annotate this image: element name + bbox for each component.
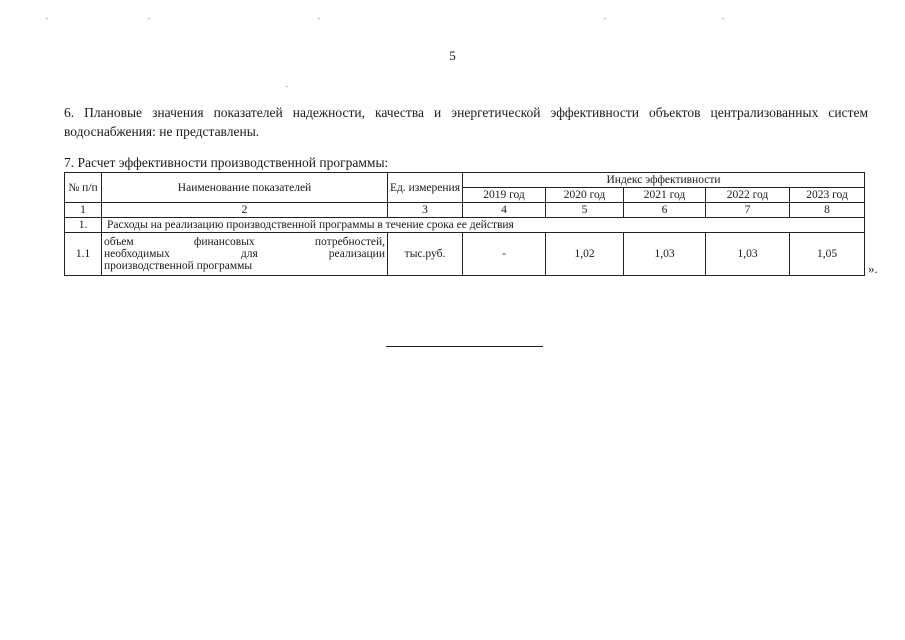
column-number: 3: [388, 203, 463, 218]
row-value: 1,02: [546, 233, 624, 276]
efficiency-table: [64, 172, 865, 276]
column-number: 2: [102, 203, 388, 218]
separator-line: [386, 346, 543, 347]
scan-speck: [286, 86, 288, 87]
header-row-1: [65, 173, 865, 188]
scan-speck: [318, 18, 320, 19]
header-name: Наименование показателей: [102, 173, 388, 203]
table-row: [65, 233, 865, 276]
header-year: 2019 год: [463, 188, 546, 203]
section-7-title: 7. Расчет эффективности производственной программы:: [64, 155, 389, 170]
header-year: 2020 год: [546, 188, 624, 203]
column-number-row: [65, 203, 865, 218]
header-unit: Ед. измерения: [388, 173, 463, 203]
section-row-num: 1.: [65, 218, 102, 233]
row-name: [102, 233, 388, 276]
section-row: [65, 218, 865, 233]
scan-speck: [46, 18, 48, 19]
header-year: 2021 год: [624, 188, 706, 203]
row-name-line: необходимых для реализации: [104, 248, 385, 260]
scan-speck: [148, 18, 150, 19]
closing-quote-mark: ».: [868, 261, 878, 276]
column-number: 1: [65, 203, 102, 218]
page-number: 5: [449, 48, 456, 63]
column-number: 6: [624, 203, 706, 218]
row-value: 1,03: [706, 233, 790, 276]
column-number: 8: [790, 203, 865, 218]
row-value: -: [463, 233, 546, 276]
row-value: 1,05: [790, 233, 865, 276]
column-number: 4: [463, 203, 546, 218]
section-6-paragraph: 6. Плановые значения показателей надежности, качества и энергетической эффективности объектов централизованных систем водоснабжения: не представлены.: [64, 105, 868, 139]
header-num: № п/п: [65, 173, 102, 203]
scan-speck: [604, 18, 606, 19]
header-year: 2023 год: [790, 188, 865, 203]
row-value: 1,03: [624, 233, 706, 276]
row-unit: тыс.руб.: [388, 233, 463, 276]
row-name-line: объем финансовых потребностей,: [104, 236, 385, 248]
section-row-title: Расходы на реализацию производственной программы в течение срока ее действия: [102, 218, 865, 233]
row-num: 1.1: [65, 233, 102, 276]
header-index-group: Индекс эффективности: [463, 173, 865, 188]
row-name-line: производственной программы: [104, 260, 253, 272]
scan-speck: [722, 18, 724, 19]
column-number: 7: [706, 203, 790, 218]
column-number: 5: [546, 203, 624, 218]
header-year: 2022 год: [706, 188, 790, 203]
